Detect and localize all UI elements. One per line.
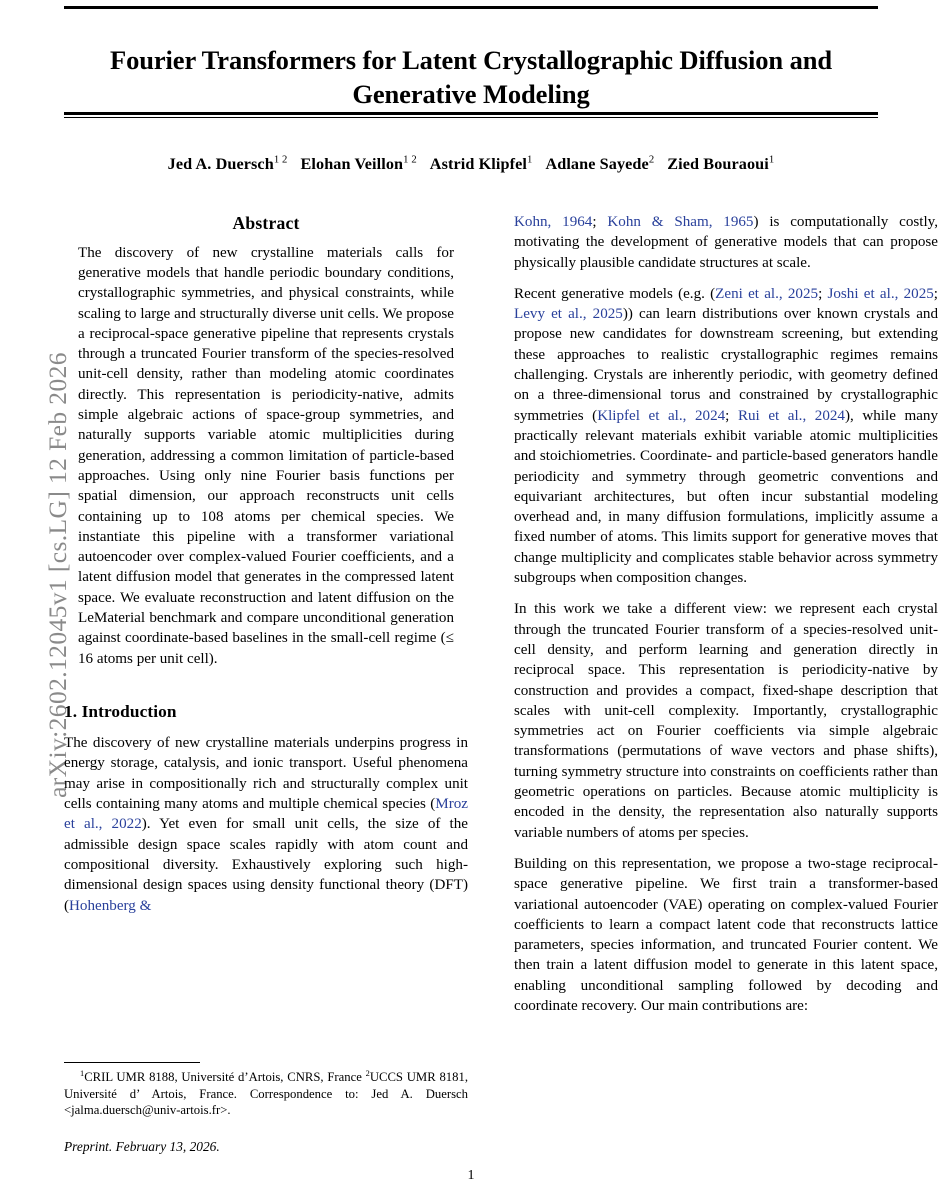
footnote-text-a: CRIL UMR 8188, Université d’Artois, CNRS, France: [84, 1070, 366, 1084]
footnote-marker-2: 2: [365, 1068, 370, 1078]
author-entry: [430, 155, 533, 173]
author-list: [64, 155, 878, 174]
intro-paragraph-2: [514, 284, 938, 588]
author-entry: [667, 155, 774, 173]
author-name: Elohan Veillon: [300, 155, 404, 173]
intro-p1c-sep: ;: [592, 214, 608, 230]
intro-p1-text-a: The discovery of new crystalline materials underpins progress in energy storage, catalysis, and ionic transport. Useful phenomena may arise in compositionally rich and structurally complex unit cells containing many atoms and multiple chemical species (: [64, 735, 468, 813]
arxiv-identifier-stamp: arXiv:2602.12045v1 [cs.LG] 12 Feb 2026: [43, 352, 72, 798]
intro-p2-sep-2: ;: [933, 285, 938, 302]
author-entry: [301, 155, 417, 173]
citation-mroz-2022[interactable]: Mroz et al., 2022: [64, 796, 468, 833]
citation-klipfel-2024[interactable]: Klipfel et al., 2024: [597, 407, 726, 424]
footnote-divider: [64, 1062, 200, 1063]
abstract-text: The discovery of new crystalline materials calls for generative models that handle periodic boundary conditions, crystallographic symmetries, and physical constraints, while scaling to large and structurally diverse unit cells. We propose a reciprocal-space generative pipeline that represents crystals through a truncated Fourier transform of the species-resolved unit-cell density, rather than modeling atomic coordinates directly. This representation is periodicity-native, admits simple algebraic actions of space-group symmetries, and naturally supports variable atomic multiplicities during generation, addressing a common limitation of particle-based approaches. Using only nine Fourier basis functions per spatial dimension, our approach reconstructs unit cells containing up to 108 atoms per chemical species. We instantiate this pipeline with a transformer variational autoencoder over complex-valued Fourier coefficients, and a latent diffusion model that generates in the compressed latent space. We evaluate reconstruction and latent diffusion on the LeMaterial benchmark and compare unconditional generation against coordinate-based baselines in the small-cell regime (≤ 16 atoms per unit cell).: [78, 244, 454, 667]
author-affiliation-marker: 1 2: [273, 153, 288, 166]
intro-p1-tail: ) is computationally costly, motivating the development of generative models that can propose physically plausible candidate structures at scale.: [514, 214, 938, 271]
citation-rui-2024[interactable]: Rui et al., 2024: [737, 407, 845, 424]
citation-zeni-2025[interactable]: Zeni et al., 2025: [715, 285, 819, 302]
author-name: Jed A. Duersch: [167, 155, 274, 173]
author-name: Zied Bouraoui: [667, 155, 769, 173]
footnote-block: [64, 1062, 468, 1155]
citation-hohenberg-kohn-1964-cont[interactable]: Kohn, 1964: [514, 214, 593, 230]
author-name: Astrid Klipfel: [429, 155, 527, 173]
page-number: 1: [467, 1168, 475, 1183]
footnote-affiliations: [64, 1069, 468, 1119]
citation-levy-2025[interactable]: Levy et al., 2025: [514, 306, 623, 323]
page-title: Fourier Transformers for Latent Crystallographic Diffusion and Generative Modeling: [109, 44, 833, 109]
author-affiliation-marker: 1 2: [403, 153, 417, 166]
author-affiliation-marker: 1: [768, 153, 775, 166]
intro-p2-text-f: ), while many practically relevant materials exhibit variable atomic multiplicities and stoichiometries. Coordinate- and particle-based generators handle periodicity and symmetry through geometric conventions and equivariant architectures, but often incur substantial modeling overhead and, in many diffusion formulations, implicitly assume a fixed number of atoms. This limits support for generative moves that change multiplicity and complicates stable behavior across symmetry subgroups when composition changes.: [514, 407, 938, 587]
intro-p1-text-b: ). Yet even for small unit cells, the size of the admissible design space scales rapidly with atom count and compositional diversity. Exhaustively exploring such high-dimensional design spaces using density functional theory (DFT) (: [64, 816, 468, 914]
intro-paragraph-3: In this work we take a different view: we represent each crystal through the truncated Fourier transform of a species-resolved unit-cell density, and perform learning and generation directly in reciprocal space. This representation is periodicity-native by construction and provides a compact, fixed-shape description that scales with unit-cell complexity. Importantly, crystallographic symmetries act on Fourier coefficients via simple algebraic transformations (permutations of wave vectors and phase shifts), turning symmetry structure into constraints on coefficients rather than geometric operations on particles. Because atomic multiplicity is encoded in the density, the representation also naturally supports variable numbers of atoms per species.: [514, 601, 938, 841]
header-rule-top: [64, 6, 878, 9]
author-affiliation-marker: 1: [526, 153, 533, 166]
intro-paragraph-4: Building on this representation, we propose a two-stage reciprocal-space generative pipeline. We first train a transformer-based variational autoencoder (VAE) operating on complex-valued Fourier coefficients to learn a compact latent code that reconstructs lattice parameters, species information, and truncated Fourier content. We then train a latent diffusion model to generate in this latent space, enabling unconditional sampling followed by decoding and coordinate recovery. Our main contributions are:: [514, 855, 938, 1014]
footnote-text-b: UCCS UMR 8181, Université d’ Artois, France. Correspondence to: Jed A. Duersch <jalma.duersch@univ-artois.fr>.: [64, 1070, 468, 1118]
intro-paragraph-1: [64, 733, 468, 916]
author-affiliation-marker: 2: [648, 153, 655, 166]
author-entry: [168, 155, 288, 173]
title-rule-thick: [64, 112, 878, 115]
right-column: [514, 212, 938, 1027]
intro-paragraph-1-continued: [514, 212, 938, 273]
title-rule-thin: [64, 117, 878, 118]
citation-kohn-sham-1965-cont[interactable]: Kohn & Sham, 1965: [607, 214, 754, 230]
intro-p2-text-d: )) can learn distributions over known crystals and propose new candidates for downstream screening, but extending these approaches to realistic crystallographic regimes remains challenging. Crystals are inherently periodic, with geometry defined on a three-dimensional torus and constrained by crystallographic symmetries (: [514, 306, 938, 424]
intro-p2-sep-3: ;: [725, 407, 738, 424]
citation-hohenberg-kohn-1964[interactable]: Hohenberg &: [69, 897, 152, 914]
abstract-heading: Abstract: [232, 213, 300, 233]
section-heading-introduction: 1. Introduction: [64, 701, 177, 721]
left-column: [64, 212, 468, 927]
author-entry: [545, 155, 654, 173]
author-name: Adlane Sayede: [545, 155, 649, 173]
intro-p2-sep-1: ;: [818, 285, 828, 302]
footnote-marker-1: 1: [80, 1068, 85, 1078]
citation-joshi-2025[interactable]: Joshi et al., 2025: [827, 285, 934, 302]
intro-p2-text-a: Recent generative models (e.g. (: [514, 285, 716, 302]
preprint-notice: Preprint. February 13, 2026.: [64, 1138, 220, 1154]
